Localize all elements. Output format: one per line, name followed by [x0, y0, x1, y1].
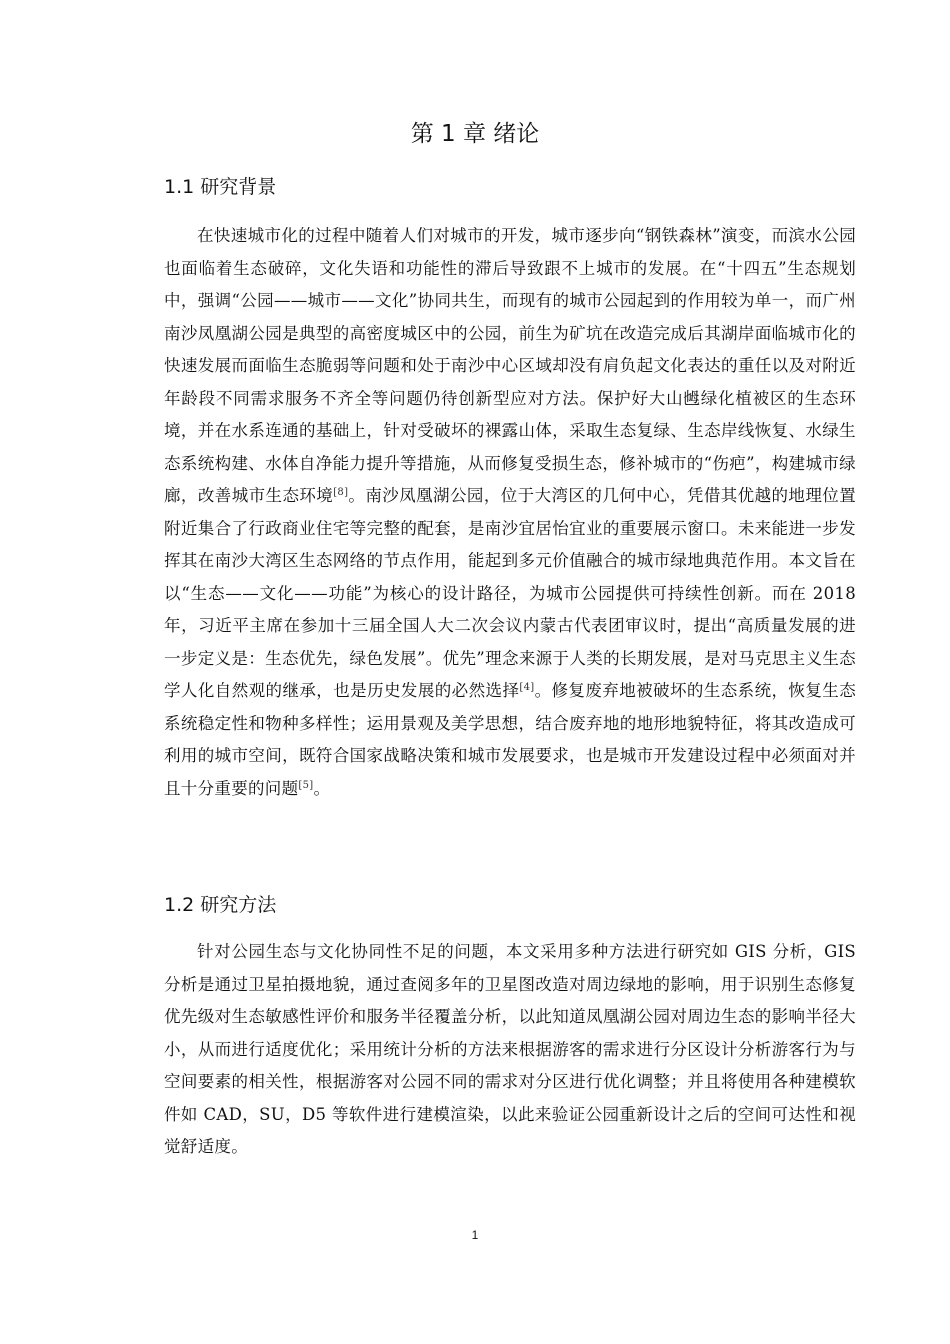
paragraph-text: 。 — [313, 778, 331, 798]
section-heading-methods: 1.2 研究方法 — [164, 894, 277, 916]
citation-ref: [4] — [519, 682, 535, 693]
paragraph-text: 在快速城市化的过程中随着人们对城市的开发，城市逐步向“钢铁森林”演变，而滨水公园也面临着生态破碎，文化失语和功能性的滞后导致跟不上城市的发展。在“十四五”生态规划中，强调“公园——城市——文化”协同共生，而现有的城市公园起到的作用较为单一，而广州南沙凤凰湖公园是典型的高密度城区中的公园，前生为矿坑在改造完成后其湖岸面临城市化的快速发展而面临生态脆弱等问题和处于南沙中心区域却没有肩负起文化表达的重任以及对附近年龄段不同需求服务不齐全等问题仍待创新型应对方法。保护好大山乸绿化植被区的生态环境，并在水系连通的基础上，针对受破坏的裸露山体，采取生态复绿、生态岸线恢复、水绿生态系统构建、水体自净能力提升等措施，从而修复受损生态，修补城市的“伤疤”，构建城市绿廊，改善城市生态环境 — [164, 226, 856, 505]
citation-ref: [5] — [298, 779, 314, 791]
paragraph-text: 。南沙凤凰湖公园，位于大湾区的几何中心，凭借其优越的地理位置附近集合了行政商业住宅等完整的配套，是南沙宜居怡宜业的重要展示窗口。未来能进一步发挥其在南沙大湾区生态网络的节点作用，能起到多元价值融合的城市绿地典范作用。本文旨在以“生态——文化——功能”为核心的设计路径，为城市公园提供可持续性创新。而在 2018 年，习近平主席在参加十三届全国人大二次会议内蒙古代表团审议时，提出“高质量发展的进一步定义是：生态优先，绿色发展”。优先”理念来源于人类的长期发展，是对马克思主义生态学人化自然观的继承，也是历史发展的必然选择 — [164, 486, 857, 700]
methods-paragraph: 针对公园生态与文化协同性不足的问题，本文采用多种方法进行研究如 GIS 分析，GIS 分析是通过卫星拍摄地貌，通过查阅多年的卫星图改造对周边绿地的影响，用于识别生态修复优先级对生态敏感性评价和服务半径覆盖分析，以此知道凤凰湖公园对周边生态的影响半径大小，从而进行适度优化；采用统计分析的方法来根据游客的需求进行分区设计分析游客行为与空间要素的相关性，根据游客对公园不同的需求对分区进行优化调整；并且将使用各种建模软件如 CAD，SU，D5 等软件进行建模渲染，以此来验证公园重新设计之后的空间可达性和视觉舒适度。 — [164, 942, 856, 1156]
paragraph-text: 。修复废弃地被破坏的生态系统，恢复生态系统稳定性和物种多样性；运用景观及美学思想，结合废弃地的地形地貌特征，将其改造成可利用的城市空间，既符合国家战略决策和城市发展要求，也是城市开发建设过程中必须面对并且十分重要的问题 — [164, 681, 856, 798]
section-heading-background: 1.1 研究背景 — [164, 176, 277, 198]
citation-ref: [8] — [333, 487, 349, 498]
chapter-title: 第 1 章 绪论 — [410, 121, 540, 147]
background-paragraph — [164, 220, 856, 805]
page-number: 1 — [471, 1228, 479, 1242]
